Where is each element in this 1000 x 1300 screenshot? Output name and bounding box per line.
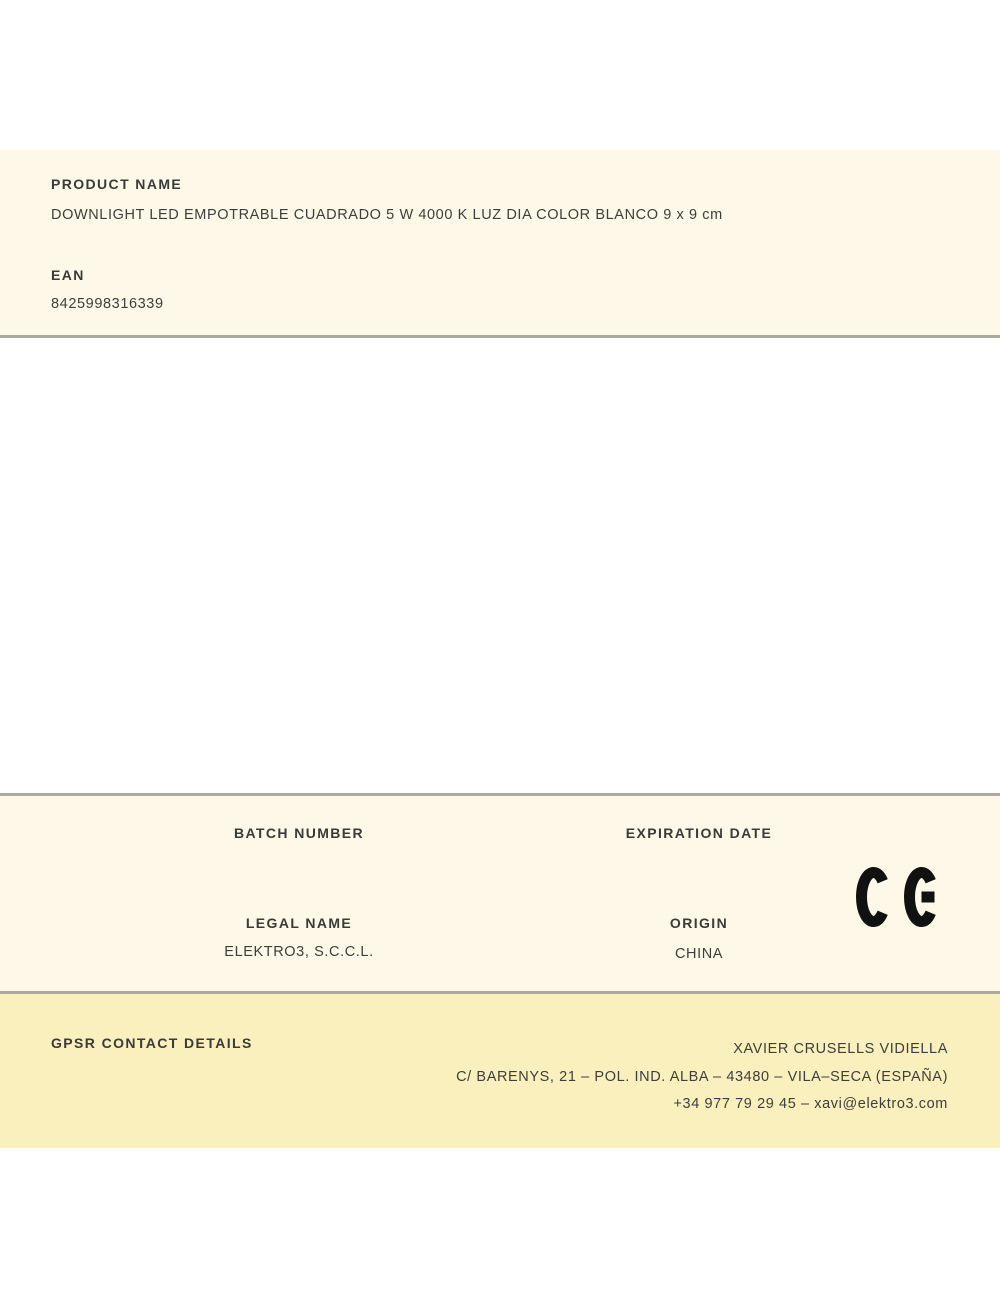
product-name-label: PRODUCT NAME: [51, 176, 183, 192]
gpsr-contact-address: C/ BARENYS, 21 – POL. IND. ALBA – 43480 – VILA–SECA (ESPAÑA): [456, 1068, 948, 1085]
product-info-band: [0, 150, 1000, 336]
expiration-date-label: EXPIRATION DATE: [625, 825, 773, 841]
gpsr-contact-band: [0, 994, 1000, 1148]
ean-label: EAN: [51, 267, 85, 283]
ce-mark-icon: [856, 866, 940, 928]
gpsr-contact-name: XAVIER CRUSELLS VIDIELLA: [733, 1041, 948, 1057]
divider-top: [0, 335, 1000, 338]
batch-legal-band: [0, 796, 1000, 991]
origin-label: ORIGIN: [669, 915, 729, 931]
ean-value: 8425998316339: [51, 296, 164, 312]
legal-name-label: LEGAL NAME: [245, 915, 353, 931]
gpsr-contact-phone-email: +34 977 79 29 45 – xavi@elektro3.com: [673, 1096, 948, 1112]
legal-name-value: ELEKTRO3, S.C.C.L.: [224, 944, 374, 960]
origin-value: CHINA: [674, 946, 724, 962]
gpsr-contact-label: GPSR CONTACT DETAILS: [51, 1035, 253, 1051]
gpsr-contact-block: [456, 1036, 948, 1119]
batch-number-label: BATCH NUMBER: [233, 825, 365, 841]
product-name-value: DOWNLIGHT LED EMPOTRABLE CUADRADO 5 W 4000 K LUZ DIA COLOR BLANCO 9 x 9 cm: [51, 207, 723, 223]
